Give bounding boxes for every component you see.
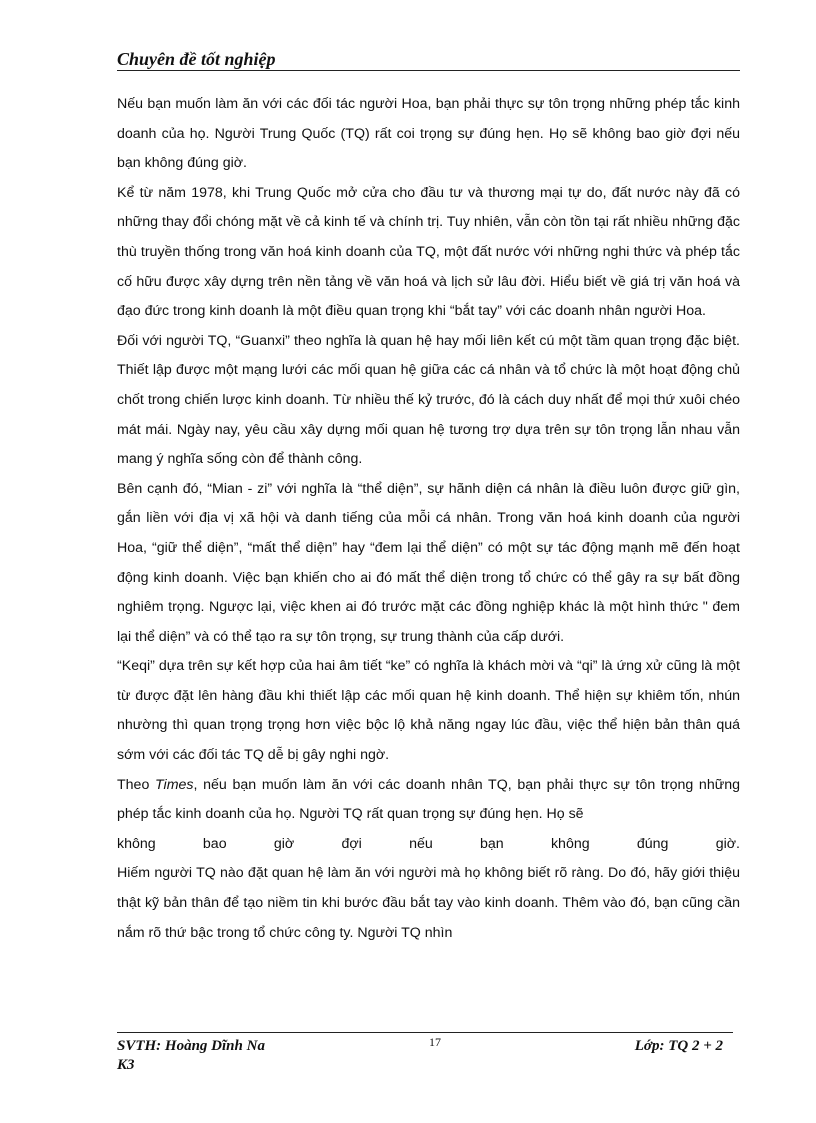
paragraph: “Keqi” dựa trên sự kết hợp của hai âm tiết “ke” có nghĩa là khách mời và “qi” là ứng xử cũng là một từ được đặt lên hàng đầu khi thiết lập các mối quan hệ kinh doanh. Thể hiện sự khiêm tốn, nhún nhường thì quan trọng trọng hơn việc bộc lộ khả năng ngay lúc đầu, việc thể hiện bản thân quá sớm với các đối tác TQ dễ bị gây nghi ngờ. [117,658,740,764]
footer-student-name: SVTH: Hoàng Dĩnh Na [117,1038,265,1054]
footer-divider [117,1032,733,1033]
paragraph: Đối với người TQ, “Guanxi” theo nghĩa là quan hệ hay mối liên kết cú một tầm quan trọng đặc biệt. Thiết lập được một mạng lưới các mối quan hệ giữa các cá nhân và tổ chức là một hoạt động chủ chốt trong chiến lược kinh doanh. Từ nhiều thế kỷ trước, đó là cách duy nhất để mọi thứ xuôi chéo mát mái. Ngày nay, yêu cầu xây dựng mối quan hệ tương trợ dựa trên sự tôn trọng lẫn nhau vẫn mang ý nghĩa sống còn để thành công. [117,332,740,468]
footer-class: Lớp: TQ 2 + 2 [634,1038,723,1054]
paragraph: Bên cạnh đó, “Mian - zi” với nghĩa là “thể diện”, sự hãnh diện cá nhân là điều luôn được giữ gìn, gắn liền với địa vị xã hội và danh tiếng của mỗi cá nhân. Trong văn hoá kinh doanh của người Hoa, “giữ thể diện”, “mất thể diện” hay “đem lại thể diện” có một sự tác động mạnh mẽ đến hoạt động kinh doanh. Việc bạn khiến cho ai đó mất thể diện trong tổ chức có thể gây ra sự bất đồng nghiêm trọng. Ngược lại, việc khen ai đó trước mặt các đồng nghiệp khác là một hình thức " đem lại thể diện” và có thể tạo ra sự tôn trọng, sự trung thành của cấp dưới. [117,480,740,645]
paragraph-times [117,771,740,949]
paragraph-times-rest: Hiếm người TQ nào đặt quan hệ làm ăn với người mà họ không biết rõ ràng. Do đó, hãy giới thiệu thật kỹ bản thân để tạo niềm tin khi bước đầu bắt tay vào kinh doanh. Thêm vào đó, bạn cũng cần nắm rõ thứ bậc trong tổ chức công ty. Người TQ nhìn [117,865,740,941]
paragraph-times-spread-line: không bao giờ đợi nếu bạn không đúng giờ. [117,835,740,852]
paragraph: Kể từ năm 1978, khi Trung Quốc mở cửa cho đầu tư và thương mại tự do, đất nước này đã có những thay đổi chóng mặt về cả kinh tế và chính trị. Tuy nhiên, vẫn còn tồn tại rất nhiều những đặc thù truyền thống trong văn hoá kinh doanh của TQ, một đất nước với những nghi thức và phép tắc cố hữu được xây dựng trên nền tảng về văn hoá và lịch sử lâu đời. Hiểu biết về giá trị văn hoá và đạo đức trong kinh doanh là một điều quan trọng khi “bắt tay” với các doanh nhân người Hoa. [117,184,740,320]
header-title: Chuyên đề tốt nghiệp [117,49,276,69]
page-number: 17 [429,1035,441,1049]
paragraph-times-source: Times [155,776,194,793]
document-body [117,90,740,948]
paragraph-times-body: , nếu bạn muốn làm ăn với các doanh nhân TQ, bạn phải thực sự tôn trọng những phép tắc kinh doanh của họ. Người TQ rất quan trọng sự đúng hẹn. Họ sẽ [117,776,740,823]
page-header [117,48,740,71]
paragraph: Nếu bạn muốn làm ăn với các đối tác người Hoa, bạn phải thực sự tôn trọng những phép tắc kinh doanh của họ. Người Trung Quốc (TQ) rất coi trọng sự đúng hẹn. Họ sẽ không bao giờ đợi nếu bạn không đúng giờ. [117,96,740,172]
footer-student [117,1037,265,1075]
paragraph-times-lead: Theo [117,776,156,793]
footer-student-cohort: K3 [117,1057,135,1073]
